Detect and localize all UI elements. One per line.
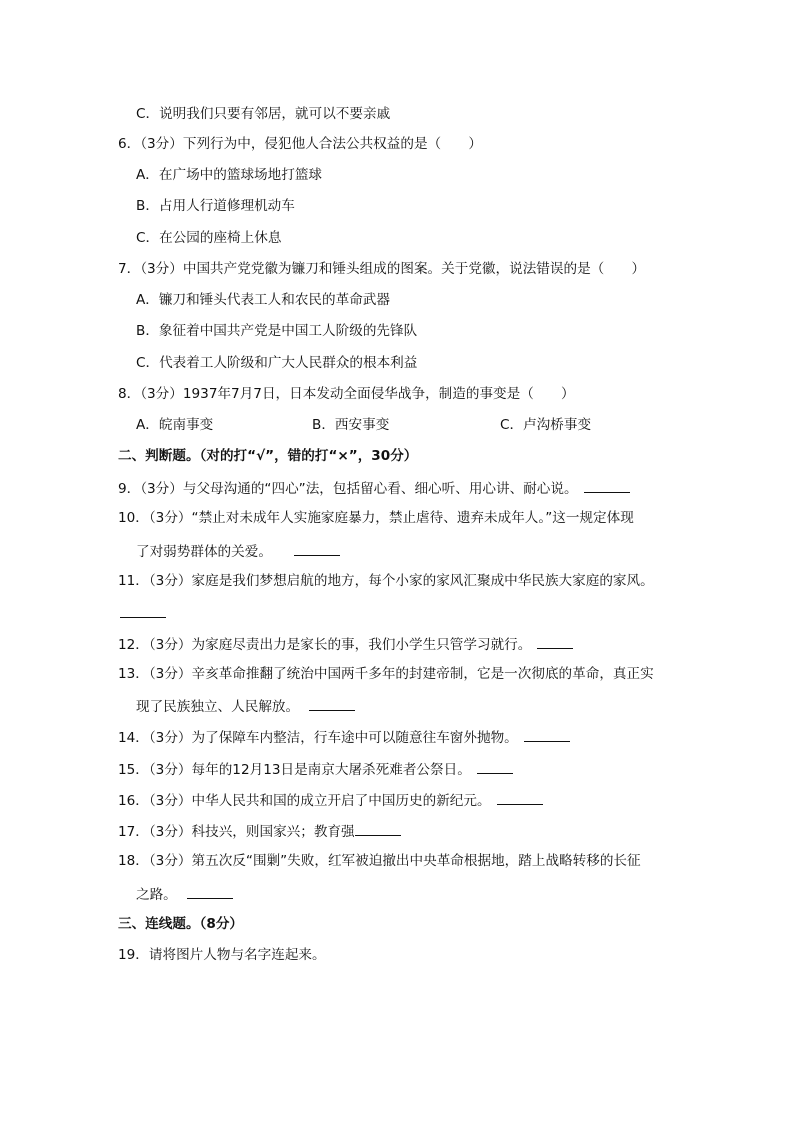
question-9-text: 9．（3分）与父母沟通的“四心”法，包括留心看、细心听、用心讲、耐心说。 xyxy=(118,481,578,497)
answer-blank[interactable] xyxy=(524,727,570,742)
question-13-line-2 xyxy=(136,696,355,716)
answer-blank[interactable] xyxy=(309,696,355,711)
question-13-line-1: 13．（3分）辛亥革命推翻了统治中国两千多年的封建帝制，它是一次彻底的革命，真正实 xyxy=(118,666,654,682)
question-12 xyxy=(118,634,573,654)
top-option-c: C．说明我们只要有邻居，就可以不要亲戚 xyxy=(136,106,391,122)
section-3-heading: 三、连线题。（8分） xyxy=(118,916,244,932)
answer-blank[interactable] xyxy=(497,790,543,805)
question-7-stem: 7．（3分）中国共产党党徽为镰刀和锤头组成的图案。关于党徽，说法错误的是（ ） xyxy=(118,261,646,277)
question-10-text: 了对弱势群体的关爱。 xyxy=(136,544,272,560)
question-16 xyxy=(118,790,543,810)
question-8-stem: 8．（3分）1937年7月7日，日本发动全面侵华战争，制造的事变是（ ） xyxy=(118,386,575,402)
question-7-option-b: B．象征着中国共产党是中国工人阶级的先锋队 xyxy=(136,323,418,339)
question-18-line-1: 18．（3分）第五次反“围剿”失败，红军被迫撤出中央革命根据地，踏上战略转移的长征 xyxy=(118,853,641,869)
question-12-text: 12．（3分）为家庭尽责出力是家长的事，我们小学生只管学习就行。 xyxy=(118,637,532,653)
question-6-option-a: A．在广场中的篮球场地打篮球 xyxy=(136,167,323,183)
question-6-option-c: C．在公园的座椅上休息 xyxy=(136,230,282,246)
question-17-text: 17．（3分）科技兴，则国家兴；教育强 xyxy=(118,824,355,840)
question-7-option-c: C．代表着工人阶级和广大人民群众的根本利益 xyxy=(136,355,418,371)
question-10-line-2 xyxy=(136,541,340,561)
question-16-text: 16．（3分）中华人民共和国的成立开启了中国历史的新纪元。 xyxy=(118,793,491,809)
question-13-text: 现了民族独立、人民解放。 xyxy=(136,699,300,715)
question-6-option-b: B．占用人行道修理机动车 xyxy=(136,198,295,214)
question-18-line-2 xyxy=(136,884,233,904)
question-11-text: 11．（3分）家庭是我们梦想启航的地方，每个小家的家风汇聚成中华民族大家庭的家风。 xyxy=(118,573,654,589)
answer-blank[interactable] xyxy=(537,634,573,649)
section-2-heading: 二、判断题。（对的打“√”，错的打“×”，30分） xyxy=(118,448,418,464)
question-14 xyxy=(118,727,570,747)
answer-blank[interactable] xyxy=(584,478,630,493)
question-9 xyxy=(118,478,630,498)
answer-blank[interactable] xyxy=(120,603,166,623)
question-8-option-c: C．卢沟桥事变 xyxy=(500,417,592,433)
answer-blank[interactable] xyxy=(187,884,233,899)
answer-blank[interactable] xyxy=(355,821,401,836)
answer-blank[interactable] xyxy=(294,541,340,556)
question-15 xyxy=(118,759,513,779)
question-15-text: 15．（3分）每年的12月13日是南京大屠杀死难者公祭日。 xyxy=(118,762,471,778)
question-8-option-a: A．皖南事变 xyxy=(136,417,214,433)
question-7-option-a: A．镰刀和锤头代表工人和农民的革命武器 xyxy=(136,292,390,308)
question-17 xyxy=(118,821,401,841)
question-14-text: 14．（3分）为了保障车内整洁，行车途中可以随意往车窗外抛物。 xyxy=(118,730,518,746)
question-19: 19．请将图片人物与名字连起来。 xyxy=(118,947,326,963)
question-10-line-1: 10．（3分）“禁止对未成年人实施家庭暴力，禁止虐待、遗弃未成年人。”这一规定体现 xyxy=(118,510,634,526)
question-8-option-b: B．西安事变 xyxy=(312,417,390,433)
answer-blank[interactable] xyxy=(477,759,513,774)
question-6-stem: 6．（3分）下列行为中，侵犯他人合法公共权益的是（ ） xyxy=(118,136,482,152)
question-18-text: 之路。 xyxy=(136,887,177,903)
